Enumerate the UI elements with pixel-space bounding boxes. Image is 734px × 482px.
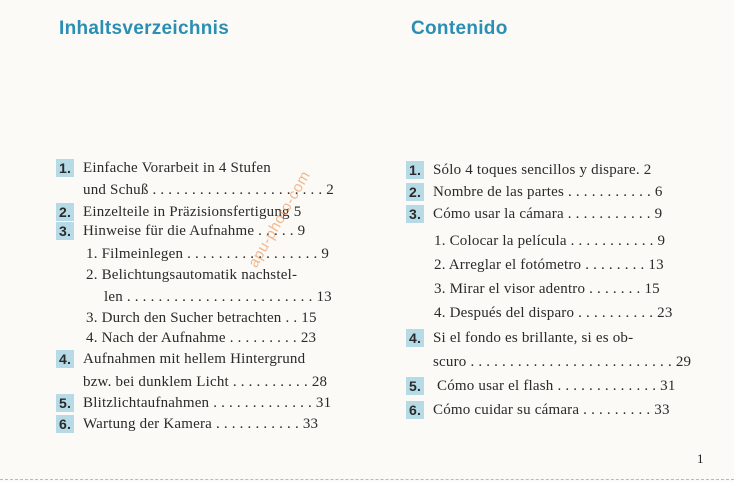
chapter-number: 4. [56,350,74,368]
page-number: 1 [697,451,704,466]
entry-text: 2. Arreglar el fotómetro . . . . . . . . 13 [434,257,664,273]
chapter-number: 2. [56,203,74,221]
entry-text: 1. Filmeinlegen . . . . . . . . . . . . . . . . . 9 [86,246,330,262]
entry-text: Einzelteile in Präzisionsfertigung 5 [83,204,302,220]
entry-text: 1. Colocar la película . . . . . . . . . . . 9 [434,233,666,249]
entry-text: Nombre de las partes . . . . . . . . . . . 6 [433,184,663,200]
chapter-number: 6. [56,415,74,433]
entry-text: 4. Después del disparo . . . . . . . . . . 23 [434,305,673,321]
entry-text: Hinweise für die Aufnahme . . . . . 9 [83,223,306,239]
entry-text: Cómo cuidar su cámara . . . . . . . . . 33 [433,402,670,418]
entry-text: Cómo usar la cámara . . . . . . . . . . . 9 [433,206,663,222]
entry-text: len . . . . . . . . . . . . . . . . . . . . . . . . 13 [104,289,332,305]
entry-text: 3. Durch den Sucher betrachten . . 15 [86,310,317,326]
entry-text: Blitzlichtaufnahmen . . . . . . . . . . . . . 31 [83,395,332,411]
entry-text: und Schuß . . . . . . . . . . . . . . . . . . . . . . 2 [83,182,334,198]
entry-text: Aufnahmen mit hellem Hintergrund [83,351,306,367]
watermark: apu-photo-com [245,167,315,271]
chapter-number: 5. [406,377,424,395]
heading-es: Contenido [411,18,508,39]
entry-text: bzw. bei dunklem Licht . . . . . . . . . . 28 [83,374,328,390]
page-edge-divider [0,479,734,480]
entry-text: Sólo 4 toques sencillos y dispare. 2 [433,162,652,178]
heading-de: Inhaltsverzeichnis [59,18,230,39]
chapter-number: 6. [406,401,424,419]
chapter-number: 4. [406,329,424,347]
entry-text: 2. Belichtungsautomatik nachstel- [86,267,298,283]
entry-text: Wartung der Kamera . . . . . . . . . . . 33 [83,416,319,432]
chapter-number: 1. [56,159,74,177]
entry-text: 3. Mirar el visor adentro . . . . . . . 15 [434,281,660,297]
entry-text: Si el fondo es brillante, si es ob- [433,330,634,346]
entry-text: scuro . . . . . . . . . . . . . . . . . . . . . . . . . . 29 [433,354,692,370]
chapter-number: 2. [406,183,424,201]
entry-text: Cómo usar el flash . . . . . . . . . . . . . 31 [437,378,676,394]
entry-text: Einfache Vorarbeit in 4 Stufen [83,160,271,176]
chapter-number: 3. [406,205,424,223]
entry-text: 4. Nach der Aufnahme . . . . . . . . . 23 [86,330,317,346]
chapter-number: 5. [56,394,74,412]
chapter-number: 1. [406,161,424,179]
chapter-number: 3. [56,222,74,240]
